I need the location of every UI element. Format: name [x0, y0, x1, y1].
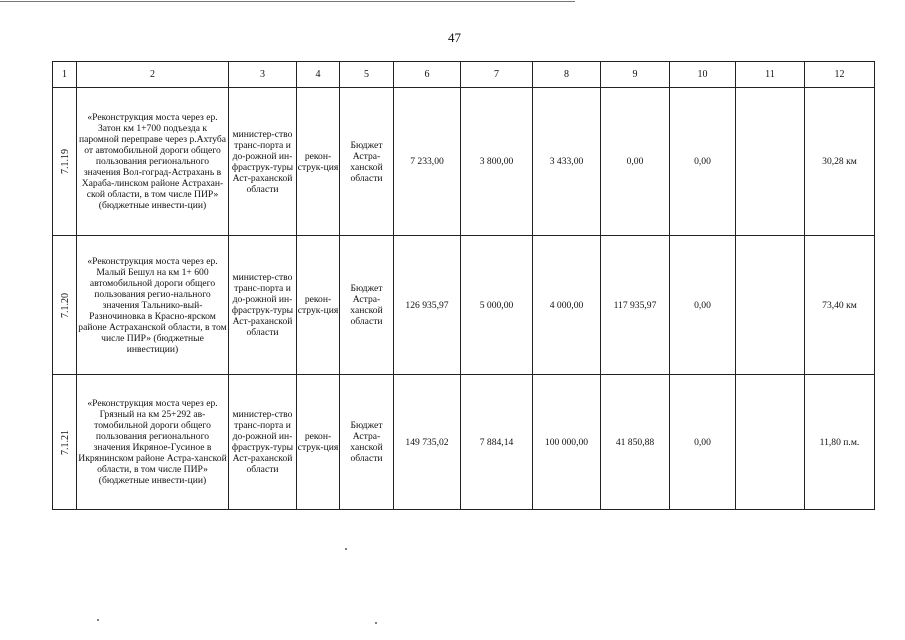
header-cell: 10 — [670, 62, 736, 88]
header-cell: 8 — [533, 62, 601, 88]
value-col8: 3 433,00 — [533, 88, 601, 236]
value-col9: 41 850,88 — [601, 375, 670, 510]
value-col8: 100 000,00 — [533, 375, 601, 510]
row-code: 7.1.21 — [60, 429, 71, 455]
value-col9: 0,00 — [601, 88, 670, 236]
value-col12: 73,40 км — [805, 236, 875, 375]
row-code: 7.1.19 — [60, 149, 71, 174]
header-cell: 6 — [394, 62, 461, 88]
funding-source: Бюджет Астра-ханской области — [340, 375, 394, 510]
scan-speck — [375, 622, 377, 624]
responsible-ministry: министер-ство транс-порта и до-рожной ин-фраструк-туры Аст-раханской области — [229, 236, 297, 375]
scan-speck — [97, 619, 99, 621]
row-code-cell — [53, 236, 77, 375]
value-col10: 0,00 — [670, 375, 736, 510]
top-rule — [0, 1, 575, 2]
value-col7: 3 800,00 — [461, 88, 533, 236]
value-col7: 5 000,00 — [461, 236, 533, 375]
header-row — [53, 62, 875, 88]
table-row — [53, 236, 875, 375]
header-cell: 2 — [77, 62, 229, 88]
value-col11 — [736, 236, 805, 375]
header-cell: 9 — [601, 62, 670, 88]
value-col8: 4 000,00 — [533, 236, 601, 375]
header-cell: 3 — [229, 62, 297, 88]
funding-source: Бюджет Астра-ханской области — [340, 236, 394, 375]
row-code: 7.1.20 — [60, 292, 71, 318]
value-col6: 149 735,02 — [394, 375, 461, 510]
value-col11 — [736, 88, 805, 236]
value-col6: 126 935,97 — [394, 236, 461, 375]
project-name: «Реконструкция моста через ер. Малый Бешул на км 1+ 600 автомобильной дороги общего пользования регио-нального значения Тальнико-вый-Разночиновка в Красно-ярском районе Астраханской области, в том числе ПИР» (бюджетные инвестиции) — [77, 236, 229, 375]
header-cell: 1 — [53, 62, 77, 88]
page-number: 47 — [448, 30, 461, 45]
value-col10: 0,00 — [670, 88, 736, 236]
project-name: «Реконструкция моста через ер. Затон км 1+700 подъезда к паромной переправе через р.Ахтуба от автомобильной дороги общего пользования регионального значения Вол-гоград-Астрахань в Хараба-линском районе Астрахан-ской области, в том числе ПИР» (бюджетные инвести-ции) — [77, 88, 229, 236]
value-col6: 7 233,00 — [394, 88, 461, 236]
row-code-cell — [53, 88, 77, 236]
table-row — [53, 375, 875, 510]
responsible-ministry: министер-ство транс-порта и до-рожной ин-фраструк-туры Аст-раханской области — [229, 88, 297, 236]
table-row — [53, 88, 875, 236]
project-name: «Реконструкция моста через ер. Грязный на км 25+292 ав-томобильной дороги общего пользования регионального значения Икряное-Гусиное в Икрянинском районе Астра-ханской области, в том числе ПИР» (бюджетные инвести-ции) — [77, 375, 229, 510]
header-cell: 4 — [297, 62, 340, 88]
work-type: рекон-струк-ция — [297, 88, 340, 236]
value-col12: 11,80 п.м. — [805, 375, 875, 510]
header-cell: 11 — [736, 62, 805, 88]
work-type: рекон-струк-ция — [297, 236, 340, 375]
value-col12: 30,28 км — [805, 88, 875, 236]
header-cell: 7 — [461, 62, 533, 88]
header-cell: 12 — [805, 62, 875, 88]
responsible-ministry: министер-ство транс-порта и до-рожной ин-фраструк-туры Аст-раханской области — [229, 375, 297, 510]
value-col7: 7 884,14 — [461, 375, 533, 510]
work-type: рекон-струк-ция — [297, 375, 340, 510]
projects-table — [52, 61, 875, 510]
row-code-cell — [53, 375, 77, 510]
value-col10: 0,00 — [670, 236, 736, 375]
funding-source: Бюджет Астра-ханской области — [340, 88, 394, 236]
value-col9: 117 935,97 — [601, 236, 670, 375]
scan-speck — [345, 548, 347, 550]
value-col11 — [736, 375, 805, 510]
header-cell: 5 — [340, 62, 394, 88]
